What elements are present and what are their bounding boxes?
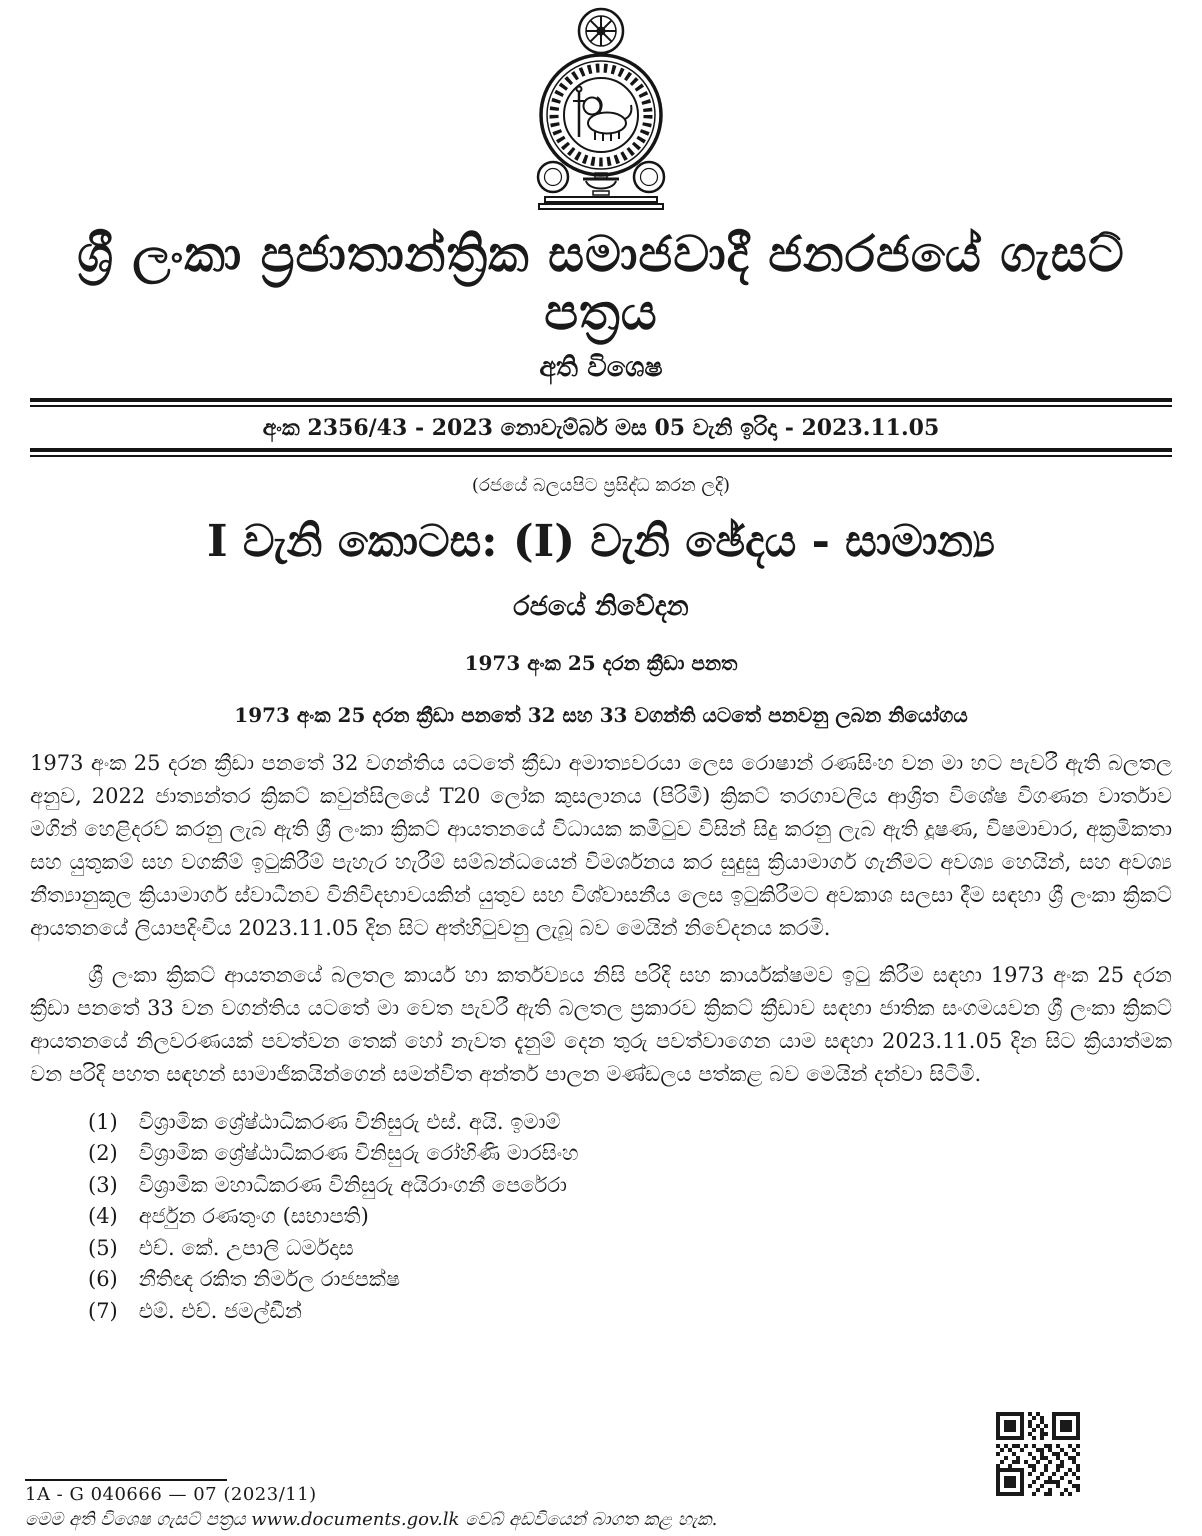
board-member-item <box>88 1201 1202 1233</box>
divider-rule-top <box>30 398 1172 407</box>
imprint-code: 1A - G 040666 — 07 (2023/11) <box>25 1484 317 1505</box>
download-note: මෙම අති විශෙෂ ගැසට් පත්‍රය www.documents.gov.lk වෙබ් අඩවියෙන් බාගත කළ හැක. <box>25 1509 718 1530</box>
sri-lanka-emblem-icon <box>515 5 687 211</box>
member-name: විශ්‍රාමික ශ්‍රේෂ්ඨාධිකරණ විනිසුරු රෝහිණි මාරසිංහ <box>138 1141 579 1166</box>
paragraph-1: 1973 අංක 25 දරන ක්‍රීඩා පනතේ 32 වගන්තිය යටතේ ක්‍රීඩා අමාත්‍යවරයා ලෙස රොෂාන් රණසිංහ වන මා හට පැවරී ඇති බලතල අනුව, 2022 ජාත්‍යන්තර ක්‍රිකට් කවුන්සිලයේ T20 ලෝක කුසලානය (පිරිමි) ක්‍රිකට් තරගාවලිය ආශ්‍රිත විශේෂ විගණන වාර්තාව මගින් හෙළිදරව් කරනු ලැබ ඇති ශ්‍රී ලංකා ක්‍රිකට් ආයතනයේ විධායක කමිටුව විසින් සිදු කරනු ලැබ ඇති දූෂණ, විෂමාචාර, අක්‍රමිකතා සහ යුතුකම් සහ වගකීම් ඉටුකිරීම් පැහැර හැරීම් සම්බන්ධයෙන් විමර්ශනය කර සුදුසු ක්‍රියාමාර්ග ගැනීමට අවශ්‍ය හෙයින්, සහ අවශ්‍ය නීත්‍යානුකූල ක්‍රියාමාර්ග ස්වාධීනව විනිවිදභාවයකින් යුතුව සහ විශ්වාසනීය ලෙස ඉටුකිරීමට අවකාශ සලසා දීම සඳහා ශ්‍රී ලංකා ක්‍රිකට් ආයතනයේ ලියාපදිංචිය 2023.11.05 දින සිට අත්හිටුවනු ලැබූ බව මෙයින් නිවේදනය කරමි. <box>30 750 1172 940</box>
member-number: (6) <box>88 1267 118 1292</box>
member-number: (7) <box>88 1298 118 1323</box>
paragraph-2: ශ්‍රී ලංකා ක්‍රිකට් ආයතනයේ බලතල කාර්ය හා කර්තව්‍යය නිසි පරිදි සහ කාර්යක්ෂමව ඉටු කිරීම සඳහා 1973 අංක 25 දරන ක්‍රීඩා පනතේ 33 වන වගන්තිය යටතේ මා වෙත පැවරී ඇති බලතල ප්‍රකාරව ක්‍රිකට් ක්‍රීඩාව සඳහා ජාතික සංගමයවන ශ්‍රී ලංකා ක්‍රිකට් ආයතනයේ නිලවරණයක් පවත්වන තෙක් හෝ නැවත දැනුම් දෙන තුරු පවත්වාගෙන යාම සඳහා 2023.11.05 දින සිට ක්‍රියාත්මක වන පරිදි පහත සඳහන් සාමාජිකයින්ගෙන් සමන්විත අන්තර් පාලන මණ්ඩලය පත්කළ බව මෙයින් දන්වා සිටිමි. <box>30 962 1172 1086</box>
emblem-container <box>0 0 1202 215</box>
member-number: (2) <box>88 1141 118 1166</box>
gazette-edition: අති විශෙෂ <box>539 352 663 383</box>
footer <box>25 1479 925 1530</box>
board-member-item <box>88 1138 1202 1170</box>
member-number: (1) <box>88 1109 118 1134</box>
board-member-item <box>88 1264 1202 1296</box>
board-member-item <box>88 1233 1202 1265</box>
order-heading: 1973 අංක 25 දරන ක්‍රීඩා පනතේ 32 සහ 33 වගන්ති යටතේ පනවනු ලබන නියෝගය <box>234 702 968 727</box>
act-heading: 1973 අංක 25 දරන ක්‍රීඩා පනත <box>464 650 738 675</box>
issue-number-line: අංක 2356/43 - 2023 නොවැම්බර් මස 05 වැනි ඉරිදා - 2023.11.05 <box>262 415 940 441</box>
member-number: (5) <box>88 1235 118 1260</box>
member-name: අර්ජුන රණතුංග (සභාපති) <box>138 1204 369 1229</box>
board-member-item <box>88 1170 1202 1202</box>
member-number: (3) <box>88 1172 118 1197</box>
section-heading: රජයේ නිවේදන <box>513 590 689 622</box>
member-name: විශ්‍රාමික ශ්‍රේෂ්ඨාධිකරණ විනිසුරු එස්. අයි. ඉමාම් <box>138 1109 561 1134</box>
part-heading: I වැනි කොටස: (I) වැනි ඡේදය - සාමාන්‍ය <box>207 516 995 567</box>
authority-note: (රජයේ බලයපිට ප්‍රසිද්ධ කරන ලදි) <box>471 475 731 496</box>
divider-rule-bottom <box>30 448 1172 457</box>
member-number: (4) <box>88 1204 118 1229</box>
member-name: නීතිඥ රකිත නිර්මල රාජපක්ෂ <box>138 1267 401 1292</box>
qr-code-icon <box>996 1412 1080 1496</box>
board-member-item <box>88 1296 1202 1328</box>
member-name: විශ්‍රාමික මහාධිකරණ විනිසුරු අයිරාංගනී පෙරේරා <box>138 1172 567 1197</box>
member-name: එම්. එච්. ජමල්ඩීන් <box>138 1298 302 1323</box>
footer-rule <box>25 1479 227 1481</box>
member-name: එච්. කේ. උපාලි ධර්මදාස <box>138 1235 354 1260</box>
gazette-title: ශ්‍රී ලංකා ප්‍රජාතාන්ත්‍රික සමාජවාදී ජනරජයේ ගැසට් පත්‍රය <box>77 224 1125 341</box>
board-member-item <box>88 1107 1202 1139</box>
board-member-list <box>88 1107 1202 1328</box>
